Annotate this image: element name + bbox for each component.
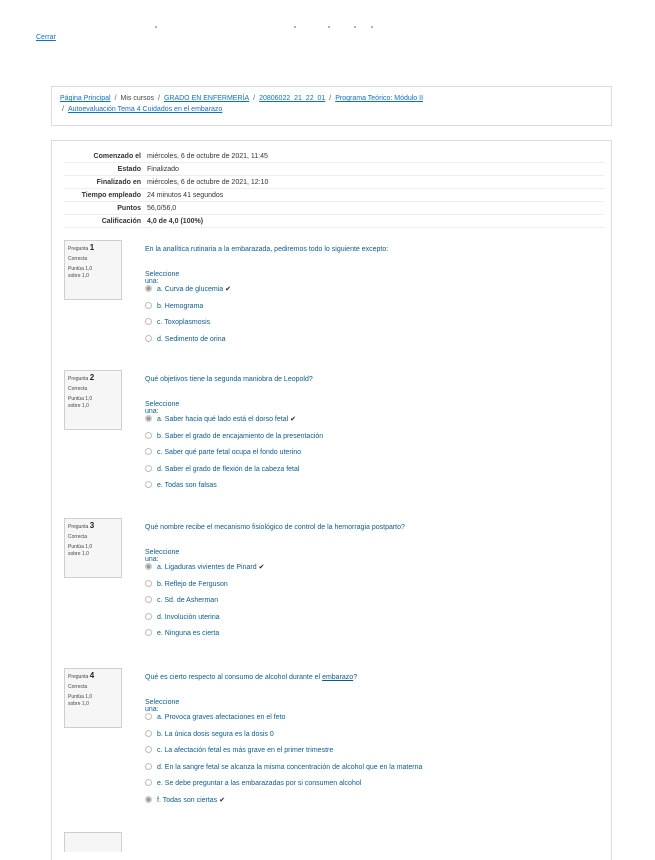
answer-label: d. En la sangre fetal se alcanza la misma concentración de alcohol que en la materna: [157, 763, 423, 771]
radio-button[interactable]: [145, 465, 152, 472]
answer-option[interactable]: [145, 465, 299, 475]
glossary-link[interactable]: embarazo: [322, 674, 354, 681]
summary-row: [64, 189, 604, 202]
summary-label: Comenzado el: [64, 150, 147, 163]
summary-label: Calificación: [64, 215, 147, 228]
summary-label: Estado: [64, 163, 147, 176]
question-score: Puntúa 1,0: [68, 694, 93, 700]
radio-button[interactable]: [145, 302, 152, 309]
question-text: En la analítica rutinaria a la embarazada, pediremos todo lo siguiente excepto:: [145, 246, 389, 253]
summary-value: miércoles, 6 de octubre de 2021, 11:45: [147, 150, 604, 163]
radio-button[interactable]: [145, 746, 152, 753]
answer-option[interactable]: [145, 415, 296, 425]
summary-row: [64, 215, 604, 228]
attempt-summary-table: [64, 150, 604, 228]
answer-option[interactable]: [145, 432, 323, 442]
answer-option[interactable]: [145, 580, 228, 590]
radio-button[interactable]: [145, 448, 152, 455]
question-text: Qué objetivos tiene la segunda maniobra de Leopold?: [145, 376, 313, 383]
answer-label: a. Provoca graves afectaciones en el feto: [157, 714, 286, 721]
radio-button[interactable]: [145, 415, 152, 422]
summary-value: miércoles, 6 de octubre de 2021, 12:10: [147, 176, 604, 189]
summary-row: [64, 150, 604, 163]
question-text: Qué es cierto respecto al consumo de alcohol durante el embarazo?: [145, 674, 358, 681]
question-label: Pregunta: [68, 246, 89, 252]
answer-option[interactable]: [145, 713, 285, 723]
answer-label: b. Hemograma: [157, 302, 204, 310]
question-number: 1: [89, 243, 95, 252]
radio-button[interactable]: [145, 629, 152, 636]
question-label: Pregunta: [68, 524, 89, 530]
radio-button[interactable]: [145, 796, 152, 803]
answer-option[interactable]: [145, 318, 210, 328]
truncated-header-text: [150, 26, 400, 30]
breadcrumb-my-courses: Mis cursos: [120, 95, 154, 102]
question-state: Correcta: [68, 386, 88, 392]
radio-button[interactable]: [145, 596, 152, 603]
select-one-prompt: Seleccione una:: [145, 549, 180, 563]
summary-label: Tiempo empleado: [64, 189, 147, 202]
answer-label: e. Ninguna es cierta: [157, 630, 220, 637]
answer-label: d. Saber el grado de flexión de la cabeza fetal: [157, 465, 300, 473]
question-label: Pregunta: [68, 376, 89, 382]
answer-option[interactable]: [145, 796, 225, 806]
answer-option[interactable]: [145, 779, 361, 789]
answer-option[interactable]: [145, 335, 226, 345]
next-question-info-box: [64, 832, 122, 852]
question-label: Pregunta: [68, 674, 89, 680]
question-info-box: [64, 240, 122, 300]
breadcrumb-module[interactable]: Programa Teórico: Módulo II: [335, 95, 424, 102]
question-score: Puntúa 1,0: [68, 544, 93, 550]
question-out-of: sobre 1,0: [68, 273, 89, 279]
answer-label: e. Se debe preguntar a las embarazadas por si consumen alcohol: [157, 780, 362, 787]
answer-label: d. Sedimento de orina: [157, 335, 226, 343]
answer-label: b. Reflejo de Ferguson: [157, 580, 228, 588]
radio-button[interactable]: [145, 318, 152, 325]
radio-button[interactable]: [145, 763, 152, 770]
radio-button[interactable]: [145, 335, 152, 342]
answer-option[interactable]: [145, 302, 203, 312]
check-icon: ✔: [290, 416, 297, 423]
answer-label: f. Todas son ciertas: [157, 796, 218, 804]
summary-row: [64, 176, 604, 189]
summary-value: 56,0/56,0: [147, 202, 604, 215]
radio-button[interactable]: [145, 285, 152, 292]
question-info-box: [64, 668, 122, 728]
breadcrumb-quiz[interactable]: Autoevaluación Tema 4 Cuidados en el embarazo: [67, 106, 223, 113]
check-icon: ✔: [225, 286, 232, 293]
breadcrumb-degree[interactable]: GRADO EN ENFERMERÍA: [163, 95, 250, 102]
check-icon: ✔: [258, 564, 265, 571]
answer-option[interactable]: [145, 763, 422, 773]
answer-label: e. Todas son falsas: [157, 482, 217, 489]
question-state: Correcta: [68, 534, 88, 540]
answer-option[interactable]: [145, 481, 217, 491]
question-out-of: sobre 1,0: [68, 551, 89, 557]
question-text: Qué nombre recibe el mecanismo fisiológico de control de la hemorragia postparto?: [145, 524, 405, 531]
question-state: Correcta: [68, 256, 88, 262]
answer-option[interactable]: [145, 596, 218, 606]
radio-button[interactable]: [145, 563, 152, 570]
answer-label: c. La afectación fetal es más grave en el primer trimestre: [157, 747, 334, 754]
answer-label: c. Toxoplasmosis: [157, 319, 211, 326]
select-one-prompt: Seleccione una:: [145, 699, 180, 713]
answer-label: c. Sd. de Asherman: [157, 597, 219, 604]
answer-label: c. Saber qué parte fetal ocupa el fondo uterino: [157, 449, 301, 456]
summary-value: 4,0 de 4,0 (100%): [147, 215, 604, 228]
select-one-prompt: Seleccione una:: [145, 271, 180, 285]
radio-button[interactable]: [145, 779, 152, 786]
summary-value: Finalizado: [147, 163, 604, 176]
answer-option[interactable]: [145, 448, 301, 458]
question-info-box: [64, 370, 122, 430]
answer-label: a. Curva de glucemia: [157, 286, 224, 293]
radio-button[interactable]: [145, 580, 152, 587]
radio-button[interactable]: [145, 613, 152, 620]
answer-option[interactable]: [145, 629, 219, 639]
question-number: 2: [89, 373, 95, 382]
answer-option[interactable]: [145, 563, 265, 573]
answer-label: b. La única dosis segura es la dosis 0: [157, 730, 274, 738]
answer-label: b. Saber el grado de encajamiento de la presentación: [157, 432, 324, 440]
question-number: 4: [89, 671, 95, 680]
summary-row: [64, 202, 604, 215]
answer-option[interactable]: [145, 746, 333, 756]
breadcrumb: Página Principal / Mis cursos / GRADO EN ENFERMERÍA / 20806022_21_22_01 / Programa Teórico: Módulo II / Autoevaluación Tema 4 Cuidados en el embarazo: [51, 86, 612, 126]
answer-option[interactable]: [145, 613, 220, 623]
question-number: 3: [89, 521, 95, 530]
check-icon: ✔: [219, 796, 226, 804]
question-info-box: [64, 518, 122, 578]
summary-row: [64, 163, 604, 176]
question-out-of: sobre 1,0: [68, 701, 89, 707]
answer-option[interactable]: [145, 730, 274, 740]
summary-value: 24 minutos 41 segundos: [147, 189, 604, 202]
question-score: Puntúa 1,0: [68, 266, 93, 272]
select-one-prompt: Seleccione una:: [145, 401, 180, 415]
answer-option[interactable]: [145, 285, 231, 295]
radio-button[interactable]: [145, 730, 152, 737]
breadcrumb-course[interactable]: 20806022_21_22_01: [259, 95, 326, 102]
close-link[interactable]: Cerrar: [36, 34, 56, 41]
question-out-of: sobre 1,0: [68, 403, 89, 409]
radio-button[interactable]: [145, 713, 152, 720]
question-score: Puntúa 1,0: [68, 396, 93, 402]
radio-button[interactable]: [145, 432, 152, 439]
answer-label: a. Saber hacia qué lado está el dorso fetal: [157, 416, 289, 423]
breadcrumb-home[interactable]: Página Principal: [60, 95, 111, 102]
answer-label: d. Involución uterina: [157, 613, 220, 621]
summary-label: Puntos: [64, 202, 147, 215]
answer-label: a. Ligaduras vivientes de Pinard: [157, 564, 257, 571]
summary-label: Finalizado en: [64, 176, 147, 189]
question-state: Correcta: [68, 684, 88, 690]
radio-button[interactable]: [145, 481, 152, 488]
